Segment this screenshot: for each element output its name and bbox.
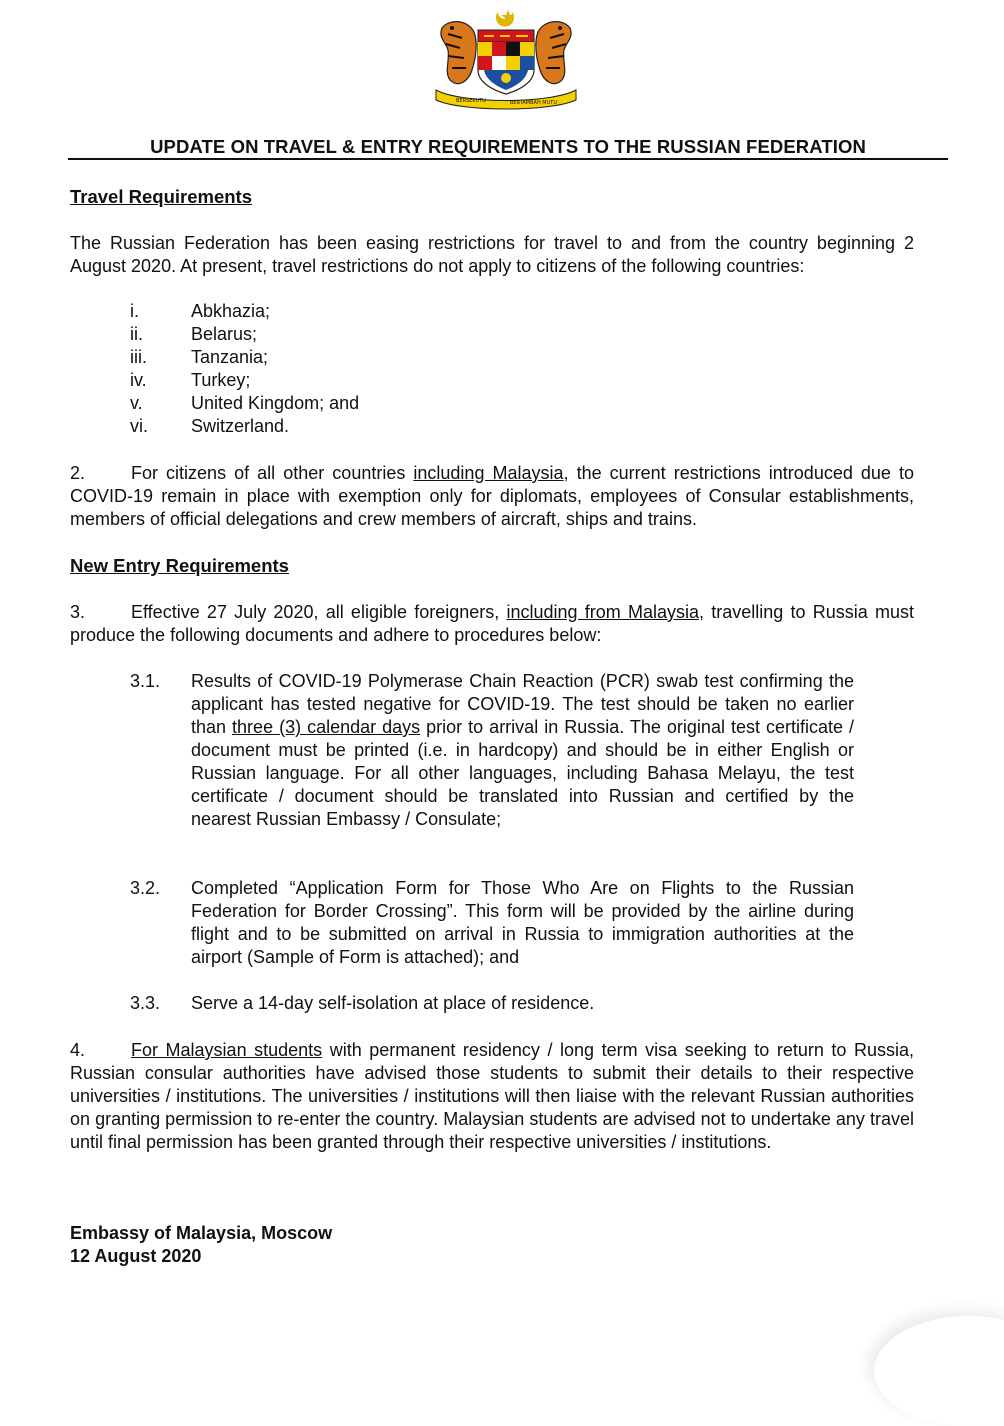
list-item: v. United Kingdom; and bbox=[130, 393, 360, 413]
travel-intro-paragraph: The Russian Federation has been easing restrictions for travel to and from the country beginning 2 August 2020. At present, travel restrictions do not apply to citizens of the following countries: bbox=[70, 233, 914, 276]
paragraph-2: 2. For citizens of all other countries including Malaysia, the current restrictions introduced due to COVID-19 remain in place with exemption only for diplomats, employees of Consular establishments, members of official delegations and crew members of aircraft, ships and trains. bbox=[70, 463, 914, 529]
coat-of-arms-emblem bbox=[432, 8, 580, 110]
signature-date: 12 August 2020 bbox=[70, 1246, 202, 1266]
requirement-item-3-1: 3.1. Results of COVID-19 Polymerase Chain Reaction (PCR) swab test confirming the applicant has tested negative for COVID-19. The test should be taken no earlier than three (3) calendar days prior to arrival in Russia. The original test certificate / document must be printed (i.e. in hardcopy) and should be in either English or Russian language. For all other languages, including Bahasa Melayu, the test certificate / document should be translated into Russian and certified by the nearest Russian Embassy / Consulate; bbox=[130, 671, 854, 829]
requirement-item-3-3: 3.3. Serve a 14-day self-isolation at place of residence. bbox=[130, 993, 595, 1013]
paragraph-4: 4. For Malaysian students with permanent residency / long term visa seeking to return to Russia, Russian consular authorities have advised those students to submit their details to their respective universities / institutions. The universities / institutions will then liaise with the relevant Russian authorities on granting permission to re-enter the country. Malaysian students are advised not to undertake any travel until final permission has been granted through their respective universities / institutions. bbox=[70, 1040, 914, 1152]
list-item: ii. Belarus; bbox=[130, 324, 258, 344]
title-divider bbox=[68, 158, 948, 160]
exempt-country-list bbox=[130, 300, 359, 438]
signature-office: Embassy of Malaysia, Moscow bbox=[70, 1223, 333, 1243]
requirement-item-3-2: 3.2. Completed “Application Form for Those Who Are on Flights to the Russian Federation for Border Crossing”. This form will be provided by the airline during flight and to be submitted on arrival in Russia to immigration authorities at the airport (Sample of Form is attached); and bbox=[130, 878, 854, 967]
page-curl-shadow bbox=[874, 1316, 1004, 1426]
list-item: iii. Tanzania; bbox=[130, 347, 269, 367]
list-item: vi. Switzerland. bbox=[130, 416, 290, 436]
svg-text:BERSEKUTU: BERSEKUTU bbox=[456, 98, 486, 104]
document-title: UPDATE ON TRAVEL & ENTRY REQUIREMENTS TO THE RUSSIAN FEDERATION bbox=[150, 136, 866, 157]
entry-requirements-heading: New Entry Requirements bbox=[70, 555, 289, 576]
svg-text:BERTAMBAH MUTU: BERTAMBAH MUTU bbox=[510, 100, 557, 106]
paragraph-3: 3. Effective 27 July 2020, all eligible foreigners, including from Malaysia, travelling to Russia must produce the following documents and adhere to procedures below: bbox=[70, 602, 915, 645]
list-item: i. Abkhazia; bbox=[130, 301, 271, 321]
list-item: iv. Turkey; bbox=[130, 370, 251, 390]
travel-requirements-heading: Travel Requirements bbox=[70, 186, 252, 207]
